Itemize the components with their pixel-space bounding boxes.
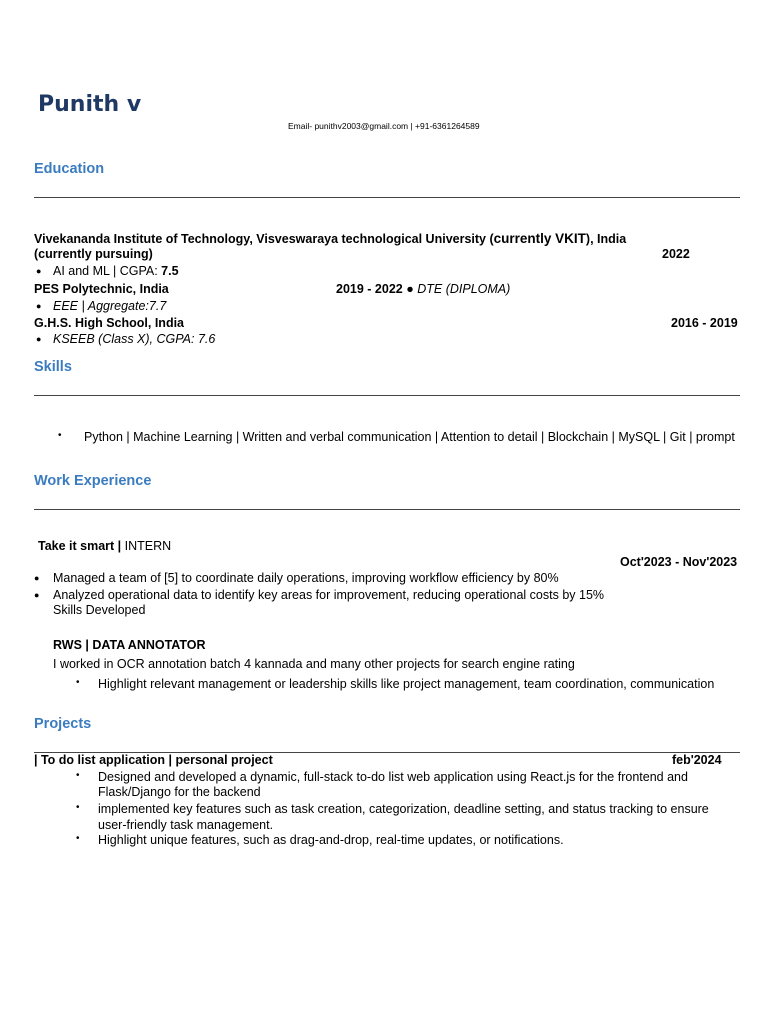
bullet-icon: •	[58, 430, 62, 441]
vkit-cgpa: 7.5	[161, 264, 179, 278]
job2-bullet: Highlight relevant management or leadership skills like project management, team coordination, communication	[98, 677, 715, 691]
project-title: | To do list application | personal project	[34, 753, 273, 767]
bullet-icon: ●	[34, 590, 40, 600]
vkit-detail	[53, 264, 179, 278]
job1-skills-label: Skills Developed	[53, 603, 146, 617]
bullet-icon: •	[76, 677, 80, 688]
contact-line: Email- punithv2003@gmail.com | +91-6361264589	[288, 121, 480, 131]
bullet-icon: •	[76, 802, 80, 813]
project-bullet: Highlight unique features, such as drag-and-drop, real-time updates, or notifications.	[98, 833, 564, 847]
bullet-icon: ●	[36, 334, 42, 344]
job2-description: I worked in OCR annotation batch 4 kannada and many other projects for search engine rating	[53, 657, 575, 671]
bullet-icon: ●	[36, 266, 42, 276]
project-bullet: implemented key features such as task creation, categorization, deadline setting, and status tracking to ensure	[98, 802, 709, 816]
job1-company: Take it smart |	[38, 539, 125, 553]
ghs-institution: G.H.S. High School, India	[34, 316, 185, 330]
pes-detail: EEE | Aggregate:7.7	[53, 299, 167, 313]
project-bullet: Designed and developed a dynamic, full-stack to-do list web application using React.js for the frontend and	[98, 770, 688, 784]
work-heading: Work Experience	[34, 473, 152, 489]
vkit-current-name: currently VKIT	[493, 231, 586, 246]
vkit-name-part1: Vivekananda Institute of Technology, Visveswaraya technological University (	[34, 232, 494, 246]
projects-heading: Projects	[34, 716, 92, 732]
bullet-icon: ●	[34, 573, 40, 583]
work-divider	[34, 509, 740, 510]
project-bullet-cont: Flask/Django for the backend	[98, 785, 261, 799]
project-bullet-cont: user-friendly task management.	[98, 818, 274, 832]
job2-title: RWS | DATA ANNOTATOR	[53, 638, 206, 652]
skills-list: Python | Machine Learning | Written and verbal communication | Attention to detail | Blockchain | MySQL | Git | prompt	[84, 430, 735, 444]
ghs-detail: KSEEB (Class X), CGPA: 7.6	[53, 332, 216, 346]
resume-name: Punith v	[38, 92, 142, 117]
pes-year: 2019 - 2022	[336, 282, 407, 296]
education-divider	[34, 197, 740, 198]
bullet-icon: •	[76, 770, 80, 781]
job1-header	[38, 539, 171, 553]
pes-year-degree	[336, 282, 510, 296]
vkit-institution	[34, 231, 626, 246]
bullet-icon: ●	[36, 301, 42, 311]
job1-bullet: Analyzed operational data to identify key areas for improvement, reducing operational costs by 15%	[53, 588, 605, 602]
education-heading: Education	[34, 161, 105, 177]
skills-heading: Skills	[34, 359, 72, 375]
vkit-year: 2022	[662, 247, 690, 261]
ghs-year: 2016 - 2019	[671, 316, 738, 330]
vkit-name-part2: ), India	[585, 232, 627, 246]
job1-bullet: Managed a team of [5] to coordinate daily operations, improving workflow efficiency by 80%	[53, 571, 559, 585]
vkit-course: AI and ML | CGPA:	[53, 264, 162, 278]
job1-dates: Oct'2023 - Nov'2023	[620, 555, 738, 569]
bullet-icon: •	[76, 833, 80, 844]
skills-divider	[34, 395, 740, 396]
pes-institution: PES Polytechnic, India	[34, 282, 169, 296]
vkit-status: (currently pursuing)	[34, 247, 153, 261]
pes-separator: ●	[406, 282, 414, 296]
job1-role: INTERN	[124, 539, 172, 553]
project-date: feb'2024	[672, 753, 722, 767]
pes-degree: DTE (DIPLOMA)	[413, 282, 511, 296]
